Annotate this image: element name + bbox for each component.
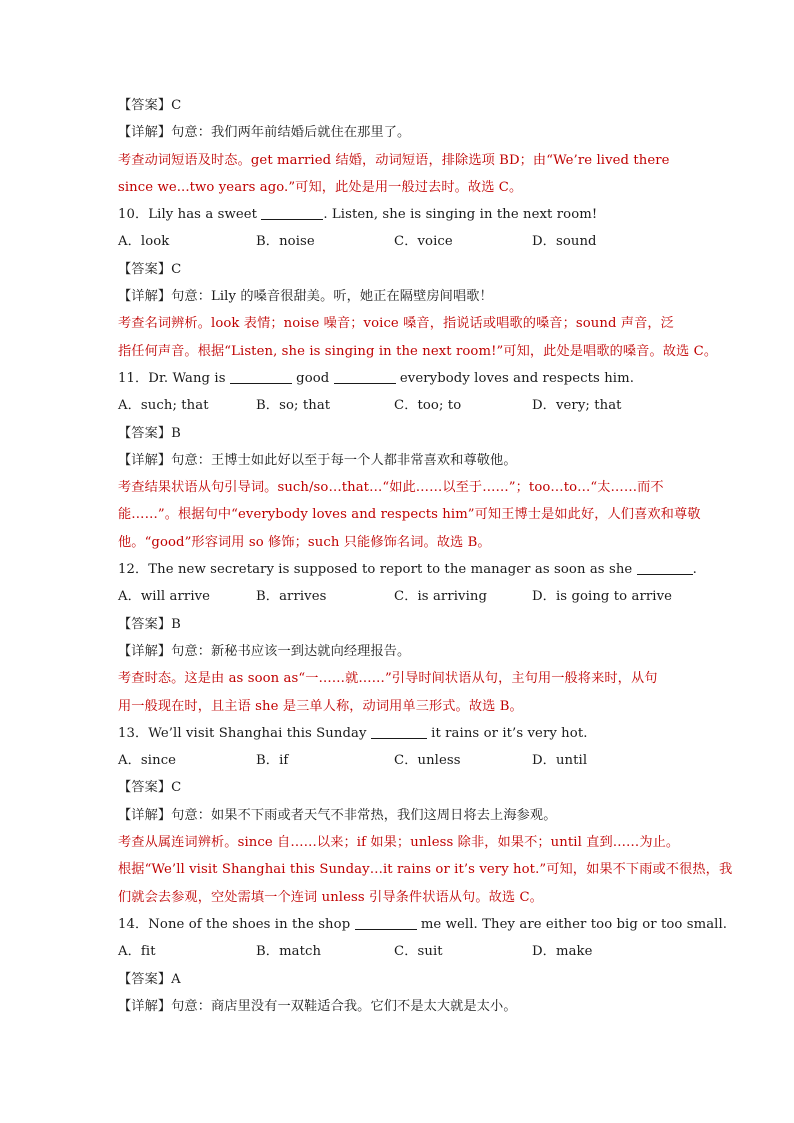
answer-text: 【答案】B [118,425,181,441]
options-line [118,583,698,610]
question-line [118,911,728,938]
question-text: . Listen, she is singing in the next room! [323,207,598,223]
analysis-text: since we...two years ago.”可知，此处是用一般过去时。故选 C。 [118,179,523,195]
analysis-line [118,174,698,201]
option-item: A．fit [118,944,156,960]
question-line [118,201,698,228]
answer-text: 【答案】A [118,971,181,987]
analysis-line [118,829,698,856]
question-line [118,365,698,392]
option-item: A．look [118,234,170,250]
answer-line [118,774,698,801]
option-item: A．since [118,753,177,769]
analysis-text: 考查时态。这是由 as soon as“一……就……”引导时间状语从句，主句用一般将来时，从句 [118,671,658,687]
answer-blank [637,560,693,575]
answer-line [118,256,698,283]
question-text: 13．We’ll visit Shanghai this Sunday [118,725,371,741]
analysis-line [118,856,733,883]
detail-line [118,283,698,310]
detail-text: 【详解】句意：新秘书应该一到达就向经理报告。 [118,643,411,659]
option-item: B．match [256,944,322,960]
answer-line [118,966,698,993]
analysis-line [118,665,698,692]
option-item: C．voice [394,234,453,250]
analysis-text: 指任何声音。根据“Listen, she is singing in the next room!”可知，此处是唱歌的嗓音。故选 C。 [118,343,718,359]
detail-line [118,802,698,829]
analysis-text: 们就会去参观，空处需填一个连词 unless 引导条件状语从句。故选 C。 [118,889,543,905]
analysis-line [118,693,698,720]
analysis-text: 能……”。根据句中“everybody loves and respects him”可知王博士是如此好，人们喜欢和尊敬 [118,507,701,523]
analysis-text: 考查名词辨析。look 表情；noise 噪音；voice 嗓音，指说话或唱歌的嗓音；sound 声音，泛 [118,316,674,332]
options-line [118,392,698,419]
analysis-text: 考查从属连词辨析。since 自……以来；if 如果；unless 除非，如果不；until 直到……为止。 [118,835,680,851]
question-line [118,556,698,583]
detail-text: 【详解】句意：我们两年前结婚后就住在那里了。 [118,125,411,141]
option-item: D．make [532,944,593,960]
analysis-line [118,310,698,337]
analysis-text: 他。“good”形容词用 so 修饰；such 只能修饰名词。故选 B。 [118,534,491,550]
detail-text: 【详解】句意：Lily 的嗓音很甜美。听，她正在隔壁房间唱歌！ [118,289,493,305]
options-line [118,938,698,965]
option-item: B．if [256,753,289,769]
option-item: C．too; to [394,398,462,414]
detail-text: 【详解】句意：王博士如此好以至于每一个人都非常喜欢和尊敬他。 [118,452,517,468]
analysis-line [118,338,718,365]
detail-line [118,993,698,1020]
option-item: B．arrives [256,589,327,605]
question-text: everybody loves and respects him. [395,370,635,386]
question-text: . [692,562,697,578]
question-text: 12．The new secretary is supposed to report to the manager as soon as she [118,562,637,578]
option-item: B．so; that [256,398,331,414]
question-text: good [291,370,334,386]
option-item: D．is going to arrive [532,589,673,605]
option-item: A．such; that [118,398,209,414]
detail-line [118,638,698,665]
option-item: D．very; that [532,398,622,414]
answer-blank [334,369,396,384]
question-text: 11．Dr. Wang is [118,370,230,386]
analysis-line [118,147,698,174]
answer-blank [261,205,323,220]
option-item: C．suit [394,944,443,960]
answer-line [118,92,698,119]
answer-line [118,420,698,447]
options-line [118,228,698,255]
detail-text: 【详解】句意：商店里没有一双鞋适合我。它们不是太大就是太小。 [118,998,517,1014]
detail-line [118,447,698,474]
analysis-text: 考查动词短语及时态。get married 结婚，动词短语，排除选项 BD；由“We’re lived there [118,152,670,168]
detail-line [118,119,698,146]
answer-text: 【答案】C [118,98,182,113]
option-item: B．noise [256,234,315,250]
question-line [118,720,698,747]
answer-text: 【答案】C [118,780,182,796]
option-item: C．unless [394,753,461,769]
options-line [118,747,698,774]
analysis-text: 根据“We’ll visit Shanghai this Sunday…it rains or it’s very hot.”可知，如果不下雨或不很热，我 [118,862,733,878]
option-item: D．until [532,753,588,769]
analysis-line [118,501,701,528]
analysis-text: 考查结果状语从句引导词。such/so…that…“如此……以至于……”；too…to…“太……而不 [118,480,664,496]
question-text: me well. They are either too big or too small. [416,916,728,932]
analysis-line [118,529,698,556]
question-text: 14．None of the shoes in the shop [118,916,355,932]
answer-blank [355,915,417,930]
question-text: it rains or it’s very hot. [426,725,588,741]
option-item: C．is arriving [394,589,488,605]
document-page [118,92,733,1020]
analysis-line [118,474,698,501]
answer-blank [230,369,292,384]
option-item: A．will arrive [118,589,211,605]
answer-text: 【答案】B [118,616,181,632]
analysis-text: 用一般现在时，且主语 she 是三单人称，动词用单三形式。故选 B。 [118,698,523,714]
option-item: D．sound [532,234,597,250]
answer-blank [371,724,427,739]
question-text: 10．Lily has a sweet [118,207,262,223]
detail-text: 【详解】句意：如果不下雨或者天气不非常热，我们这周日将去上海参观。 [118,807,557,823]
answer-line [118,611,698,638]
answer-text: 【答案】C [118,261,182,277]
analysis-line [118,884,698,911]
